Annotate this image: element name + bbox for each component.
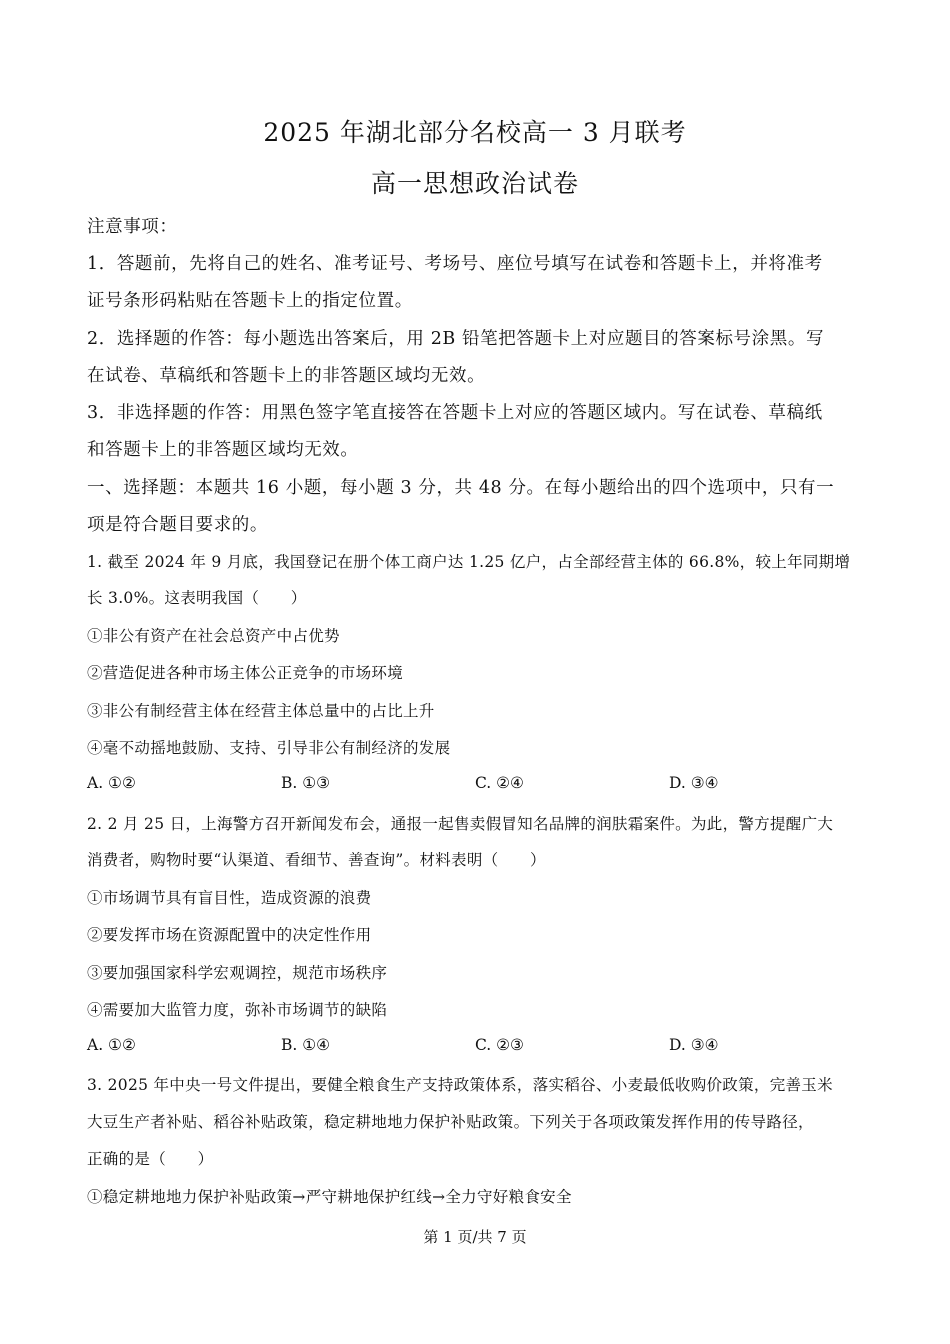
q2-option-b: B. ①④ — [281, 1036, 331, 1054]
q2-option-a: A. ①② — [87, 1036, 136, 1054]
q1-statement-1: ①非公有资产在社会总资产中占优势 — [87, 627, 340, 645]
q2-option-c: C. ②③ — [475, 1036, 524, 1054]
q2-option-d: D. ③④ — [669, 1036, 719, 1054]
q2-statement-1: ①市场调节具有盲目性，造成资源的浪费 — [87, 889, 372, 907]
q1-option-c: C. ②④ — [475, 774, 524, 792]
q2-stem-line-2: 消费者，购物时要“认渠道、看细节、善查询”。材料表明（ ） — [87, 851, 546, 869]
notice-item-1-line-1: 1．答题前，先将自己的姓名、准考证号、考场号、座位号填写在试卷和答题卡上，并将准考 — [87, 254, 823, 274]
q1-statement-3: ③非公有制经营主体在经营主体总量中的占比上升 — [87, 702, 435, 720]
q1-option-b: B. ①③ — [281, 774, 331, 792]
notice-heading: 注意事项： — [87, 217, 178, 237]
q1-statement-2: ②营造促进各种市场主体公正竞争的市场环境 — [87, 664, 404, 682]
exam-subtitle: 高一思想政治试卷 — [370, 169, 579, 198]
q1-option-d: D. ③④ — [669, 774, 719, 792]
q3-stem-line-3: 正确的是（ ） — [87, 1150, 214, 1168]
page-footer: 第 1 页/共 7 页 — [423, 1228, 527, 1246]
q2-statement-2: ②要发挥市场在资源配置中的决定性作用 — [87, 926, 372, 944]
q1-option-a: A. ①② — [87, 774, 136, 792]
notice-item-3-line-1: 3．非选择题的作答：用黑色签字笔直接答在答题卡上对应的答题区域内。写在试卷、草稿纸 — [87, 403, 823, 423]
q3-stem-line-2: 大豆生产者补贴、稻谷补贴政策，稳定耕地地力保护补贴政策。下列关于各项政策发挥作用的传导路径， — [87, 1113, 814, 1131]
notice-item-3-line-2: 和答题卡上的非答题区域均无效。 — [87, 440, 359, 460]
q2-stem-line-1: 2. 2 月 25 日，上海警方召开新闻发布会，通报一起售卖假冒知名品牌的润肤霜案件。为此，警方提醒广大 — [87, 815, 834, 833]
q1-stem-line-2: 长 3.0%。这表明我国（ ） — [87, 589, 307, 607]
q3-statement-1: ①稳定耕地地力保护补贴政策→严守耕地保护红线→全力守好粮食安全 — [87, 1188, 572, 1206]
q2-statement-4: ④需要加大监管力度，弥补市场调节的缺陷 — [87, 1001, 388, 1019]
exam-title: 2025 年湖北部分名校高一 3 月联考 — [263, 118, 687, 147]
section-heading-line-2: 项是符合题目要求的。 — [87, 515, 268, 535]
notice-item-1-line-2: 证号条形码粘贴在答题卡上的指定位置。 — [87, 291, 413, 311]
section-heading-line-1: 一、选择题：本题共 16 小题，每小题 3 分，共 48 分。在每小题给出的四个选项中，只有一 — [87, 478, 835, 498]
notice-item-2-line-2: 在试卷、草稿纸和答题卡上的非答题区域均无效。 — [87, 366, 486, 386]
q3-stem-line-1: 3. 2025 年中央一号文件提出，要健全粮食生产支持政策体系，落实稻谷、小麦最低收购价政策，完善玉米 — [87, 1076, 833, 1094]
q1-statement-4: ④毫不动摇地鼓励、支持、引导非公有制经济的发展 — [87, 739, 451, 757]
q2-statement-3: ③要加强国家科学宏观调控，规范市场秩序 — [87, 964, 388, 982]
notice-item-2-line-1: 2．选择题的作答：每小题选出答案后，用 2B 铅笔把答题卡上对应题目的答案标号涂黑。写 — [87, 329, 825, 349]
q1-stem-line-1: 1. 截至 2024 年 9 月底，我国登记在册个体工商户达 1.25 亿户，占全部经营主体的 66.8%，较上年同期增 — [87, 553, 851, 571]
